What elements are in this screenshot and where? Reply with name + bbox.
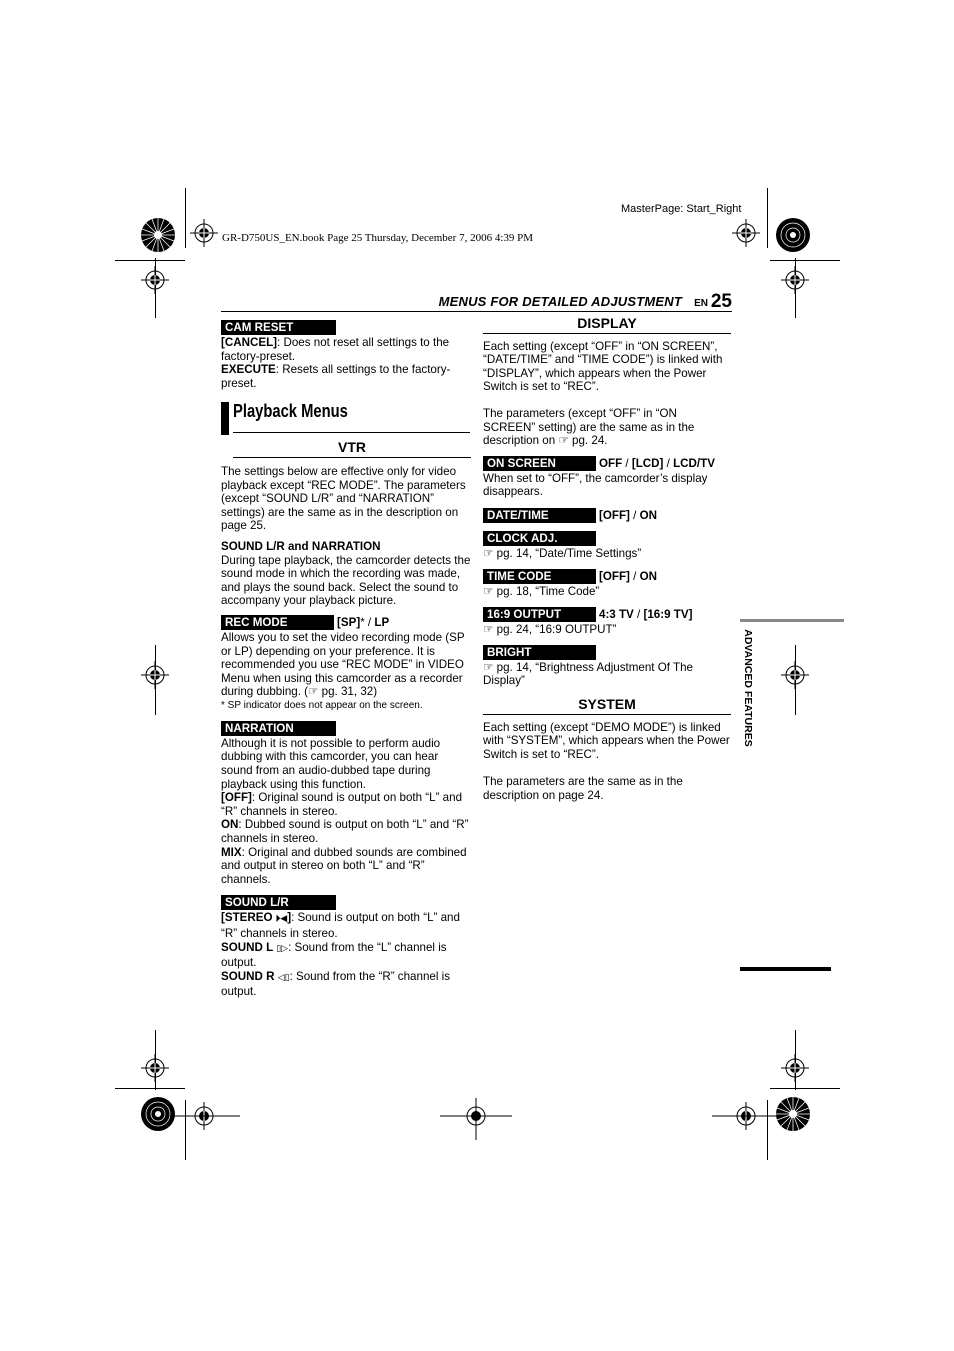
sound-lr-left — [221, 941, 471, 970]
rec-mode-ref: pg. 31, 32) — [318, 685, 378, 699]
sound-text: During tape playback, the camcorder detects the sound mode in which the recording was made, and plays the sound back. Select the sound to accompany your playback picture. — [221, 553, 471, 608]
on-screen-row — [483, 456, 731, 472]
display-p2-text: The parameters (except “OFF” in “ON SCREEN” setting) are the same as in the description on — [483, 406, 695, 448]
display-title: DISPLAY — [483, 317, 731, 334]
cam-reset-label: CAM RESET — [221, 320, 336, 335]
cam-reset-execute — [221, 363, 471, 390]
sound-l-desc: : Sound from the “L” channel is output. — [221, 940, 447, 970]
date-time-row — [483, 508, 731, 524]
right-column — [483, 317, 731, 802]
sound-heading: SOUND L/R and NARRATION — [221, 539, 381, 553]
narration-off — [221, 791, 471, 818]
clock-adj-label: CLOCK ADJ. — [483, 531, 596, 546]
cancel-key: [CANCEL] — [221, 336, 278, 349]
output-169-values — [599, 608, 692, 622]
output-169tv: [16:9 TV] — [643, 608, 693, 622]
narration-text: Although it is not possible to perform audio dubbing with this camcorder, you can hear sound from an audio-dubbed tape during playback using this function. — [221, 736, 441, 791]
heading-bar — [221, 402, 229, 435]
sound-lr-row — [221, 895, 471, 911]
narration-off-key: [OFF] — [221, 791, 252, 805]
playback-menus-title: Playback Menus — [233, 401, 348, 422]
time-code-label: TIME CODE — [483, 569, 596, 584]
bright-row — [483, 645, 731, 661]
narration-on — [221, 818, 471, 845]
rec-mode-label: REC MODE — [221, 615, 334, 630]
playback-menus-heading — [221, 402, 471, 436]
execute-desc: : Resets all settings to the factory-preset. — [221, 363, 451, 390]
sep: / — [633, 608, 644, 622]
time-code-on: ON — [639, 569, 657, 583]
rec-mode-values — [337, 616, 389, 630]
side-tab — [739, 628, 757, 748]
reference-icon: ☞ — [483, 583, 494, 598]
output-169-row — [483, 607, 731, 623]
heading-rule — [233, 432, 470, 433]
on-screen-text: When set to “OFF”, the camcorder’s display disappears. — [483, 471, 708, 499]
display-p2-ref: pg. 24. — [568, 434, 608, 448]
sep: / — [663, 456, 674, 470]
sep: / — [629, 508, 640, 522]
side-tab-rule — [740, 619, 844, 622]
sound-r-desc: : Sound from the “R” channel is output. — [221, 969, 451, 999]
narration-mix — [221, 846, 471, 887]
clock-adj-ref-text: pg. 14, “Date/Time Settings” — [493, 546, 642, 560]
stereo-icon: ⏵◀ — [275, 914, 288, 925]
rec-mode-desc: Allows you to set the video recording mode (SP or LP) depending on your preference. It is recommended you use “REC MODE” in VIDEO Menu when using this camcorder as a recorder during dubbing. ( — [221, 630, 465, 699]
narration-row — [221, 721, 471, 737]
system-p2: The parameters are the same as in the description on page 24. — [483, 775, 683, 802]
output-43tv: 4:3 TV — [599, 608, 634, 622]
speaker-left-icon: ▯▷ — [276, 943, 289, 954]
running-head — [221, 293, 732, 312]
sound-l-key: SOUND L — [221, 940, 277, 954]
on-screen-values — [599, 457, 715, 471]
sound-r-key: SOUND R — [221, 969, 278, 983]
cam-reset-cancel — [221, 336, 471, 363]
on-screen-label: ON SCREEN — [483, 456, 596, 471]
rec-mode-note: * SP indicator does not appear on the screen. — [221, 699, 423, 711]
narration-label: NARRATION — [221, 721, 336, 736]
sep: / — [629, 569, 640, 583]
reference-icon: ☞ — [483, 545, 494, 560]
time-code-ref — [483, 585, 731, 599]
output-169-ref — [483, 623, 731, 637]
output-169-label: 16:9 OUTPUT — [483, 607, 596, 622]
date-time-values — [599, 509, 657, 523]
bright-ref-text: pg. 14, “Brightness Adjustment Of The Display” — [483, 660, 693, 688]
time-code-values — [599, 570, 657, 584]
narration-on-key: ON — [221, 818, 239, 832]
rec-mode-sp: [SP] — [337, 615, 361, 629]
reference-icon: ☞ — [483, 622, 494, 637]
rec-mode-text — [221, 631, 471, 699]
language-code: EN — [694, 298, 708, 309]
side-rule-bottom — [740, 967, 831, 971]
bright-label: BRIGHT — [483, 645, 596, 660]
bright-ref — [483, 661, 731, 688]
system-p1: Each setting (except “DEMO MODE”) is linked with “SYSTEM”, which appears when the Power Switch is set to “REC”. — [483, 720, 730, 761]
time-code-ref-text: pg. 18, “Time Code” — [493, 584, 600, 598]
narration-off-desc: : Original sound is output on both “L” and “R” channels in stereo. — [221, 791, 463, 818]
running-head-title: MENUS FOR DETAILED ADJUSTMENT — [438, 294, 682, 309]
narration-on-desc: : Dubbed sound is output on both “L” and “R” channels in stereo. — [221, 818, 469, 846]
masterpage-label: MasterPage: Start_Right — [621, 203, 742, 215]
reference-icon: ☞ — [308, 684, 319, 699]
rec-mode-sep: * / — [360, 615, 375, 629]
speaker-right-icon: ◁▯ — [277, 972, 290, 983]
clock-adj-row — [483, 531, 731, 547]
time-code-row — [483, 569, 731, 585]
print-job-info: GR-D750US_EN.book Page 25 Thursday, December 7, 2006 4:39 PM — [222, 232, 534, 244]
date-time-label: DATE/TIME — [483, 508, 596, 523]
on-screen-lcdtv: LCD/TV — [673, 456, 715, 470]
on-screen-off: OFF — [599, 456, 623, 470]
sound-lr-stereo — [221, 911, 471, 940]
time-code-off: [OFF] — [599, 569, 630, 583]
output-169-ref-text: pg. 24, “16:9 OUTPUT” — [493, 623, 617, 637]
vtr-intro: The settings below are effective only for video playback except “REC MODE”. The parameters (except “SOUND L/R” and “NARRATION” settings) are the same as in the description on page 25. — [221, 464, 466, 533]
left-column — [221, 320, 471, 999]
date-time-off: [OFF] — [599, 508, 630, 522]
execute-key: EXECUTE — [221, 363, 276, 377]
stereo-key: [STEREO — [221, 911, 276, 925]
rec-mode-row — [221, 615, 471, 631]
narration-mix-desc: : Original and dubbed sounds are combined and output in stereo on both “L” and “R” channels. — [221, 845, 467, 886]
vtr-title: VTR — [233, 441, 471, 458]
cam-reset-row — [221, 320, 471, 336]
side-tab-label: ADVANCED FEATURES — [742, 629, 754, 747]
stereo-close: ] — [287, 911, 292, 925]
sound-lr-right — [221, 970, 471, 999]
rec-mode-lp: LP — [374, 615, 390, 629]
clock-adj-ref — [483, 547, 731, 561]
system-title: SYSTEM — [483, 698, 731, 715]
on-screen-lcd: [LCD] — [631, 456, 664, 470]
sep: / — [622, 456, 632, 470]
sound-lr-label: SOUND L/R — [221, 895, 336, 910]
narration-mix-key: MIX — [221, 845, 242, 859]
cancel-desc: : Does not reset all settings to the factory-preset. — [221, 336, 450, 363]
date-time-on: ON — [639, 508, 657, 522]
reference-icon: ☞ — [483, 659, 494, 674]
page-number: 25 — [710, 291, 732, 312]
reference-icon: ☞ — [558, 433, 569, 448]
display-p2 — [483, 407, 731, 448]
display-p1: Each setting (except “OFF” in “ON SCREEN”, “DATE/TIME” and “TIME CODE”) is linked with “DISPLAY”, which appears when the Power Switch is set to “REC”. — [483, 339, 723, 394]
stereo-desc: : Sound is output on both “L” and “R” channels in stereo. — [221, 911, 460, 940]
